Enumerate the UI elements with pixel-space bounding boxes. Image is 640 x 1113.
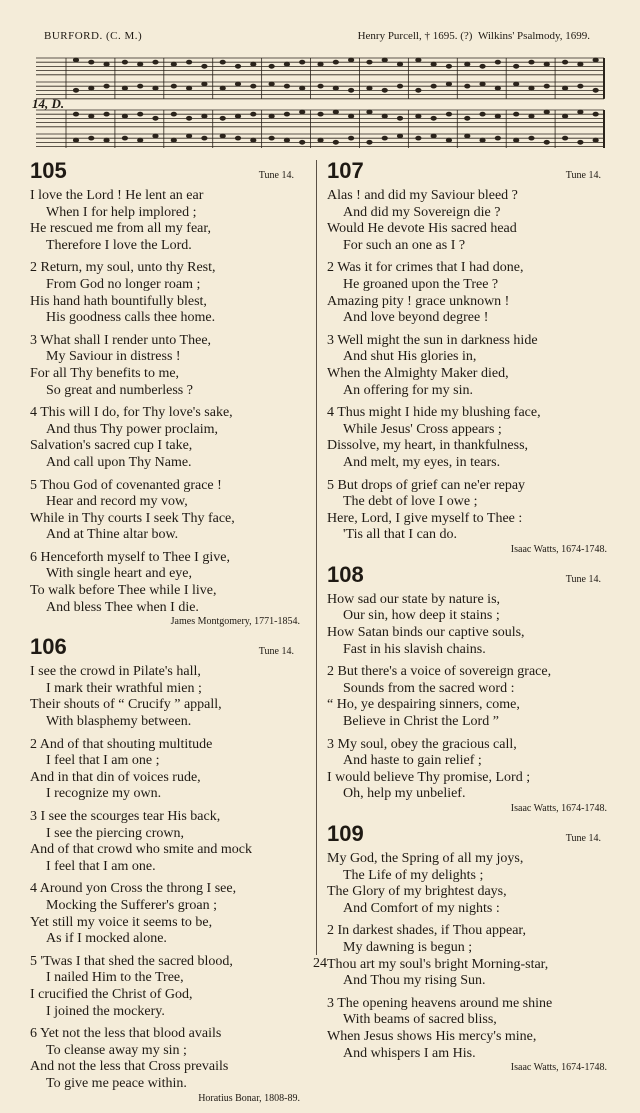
verse-line: 6 Yet not the less that blood avails (30, 1026, 222, 1042)
note-head (416, 58, 421, 62)
note-head (397, 134, 402, 138)
verse-line: 2 But there's a voice of sovereign grace, (327, 664, 552, 680)
note-head (349, 58, 354, 62)
note-head (171, 138, 176, 142)
hymn-author: Isaac Watts, 1674-1748. (510, 1062, 607, 1074)
stanza (30, 260, 306, 326)
verse-line: An offering for my sin. (343, 382, 473, 398)
verse-line: For all Thy benefits to me, (30, 365, 180, 381)
note-head (578, 140, 583, 144)
note-head (446, 82, 451, 86)
verse-line: And melt, my eyes, in tears. (343, 454, 501, 470)
hymn-author: Isaac Watts, 1674-1748. (510, 803, 607, 814)
hymn-number: 108 (327, 561, 364, 587)
note-head (431, 116, 436, 120)
verse-line: And of that crowd who smite and mock (30, 842, 253, 858)
tune-reference: Tune 14. (565, 170, 601, 181)
stanza (327, 592, 613, 658)
note-head (514, 112, 519, 116)
verse-line: And thus Thy power proclaim, (46, 421, 218, 437)
note-head (202, 114, 207, 118)
note-head (416, 136, 421, 140)
note-head (333, 110, 338, 114)
verse-line: When the Almighty Maker died, (327, 365, 509, 381)
note-head (495, 86, 500, 90)
verse-line: To give me peace within. (46, 1075, 187, 1091)
verse-line: Here, Lord, I give myself to Thee : (327, 510, 523, 526)
hymn-header (30, 160, 306, 182)
tune-attribution (358, 30, 590, 42)
note-head (446, 64, 451, 68)
verse-line: I love the Lord ! He lent an ear (30, 188, 204, 203)
note-head (578, 110, 583, 114)
note-head (73, 88, 78, 92)
note-head (318, 62, 323, 66)
verse-line: Mocking the Sufferer's groan ; (46, 897, 218, 913)
note-head (138, 62, 143, 66)
note-head (122, 60, 127, 64)
hymn-106 (30, 636, 306, 1104)
note-head (333, 86, 338, 90)
note-head (269, 64, 274, 68)
verse-line: 3 Well might the sun in darkness hide (327, 332, 538, 348)
stanza (327, 737, 613, 803)
note-head (187, 60, 192, 64)
hymn-108 (327, 561, 613, 815)
note-head (284, 138, 289, 142)
verse-line: 2 Was it for crimes that I had done, (327, 260, 524, 276)
note-head (269, 114, 274, 118)
note-head (202, 136, 207, 140)
stanza (327, 478, 613, 544)
note-head (187, 116, 192, 120)
note-head (269, 82, 274, 86)
hymn-number: 106 (30, 634, 67, 660)
note-head (446, 138, 451, 142)
note-head (349, 114, 354, 118)
verse-line: 2 And of that shouting multitude (30, 736, 213, 752)
note-head (382, 114, 387, 118)
note-head (382, 88, 387, 92)
tune-meter: (C. M.) (105, 30, 143, 42)
note-head (514, 82, 519, 86)
verse-line: His hand hath bountifully blest, (30, 293, 207, 309)
note-head (104, 138, 109, 142)
verse-line: To cleanse away my sin ; (46, 1042, 187, 1058)
verse-line: Alas ! and did my Saviour bleed ? (327, 188, 518, 203)
verse-line: 3 My soul, obey the gracious call, (327, 736, 517, 752)
note-head (397, 116, 402, 120)
note-head (235, 82, 240, 86)
note-head (153, 60, 158, 64)
verse-line: He groaned upon the Tree ? (343, 276, 499, 292)
verse-line: I would believe Thy promise, Lord ; (327, 769, 531, 785)
tune-reference: Tune 14. (565, 573, 601, 585)
verse-line: 2 In darkest shades, if Thou appear, (327, 923, 527, 939)
note-head (284, 62, 289, 66)
column-divider (316, 160, 317, 955)
verse-line: While in Thy courts I seek Thy face, (30, 510, 235, 526)
hymn-header (30, 636, 306, 658)
note-head (187, 86, 192, 90)
stanza (30, 809, 306, 875)
note-head (220, 134, 225, 138)
stanza (30, 478, 306, 544)
note-head (73, 58, 78, 62)
note-head (514, 138, 519, 142)
verse-line: Believe in Christ the Lord ” (343, 714, 499, 730)
note-head (562, 114, 567, 118)
hymn-number: 105 (30, 158, 67, 183)
verse-line: The Life of my delights ; (343, 867, 484, 883)
note-head (300, 110, 305, 114)
stanza (327, 664, 613, 730)
note-head (122, 86, 127, 90)
stanza (327, 333, 613, 399)
note-head (89, 60, 94, 64)
verse-line: Therefore I love the Lord. (46, 237, 192, 253)
stanza (30, 550, 306, 616)
note-head (529, 136, 534, 140)
note-head (153, 116, 158, 120)
note-head (367, 86, 372, 90)
note-head (153, 134, 158, 138)
stanza (327, 851, 613, 917)
hymn-author: Isaac Watts, 1674-1748. (510, 543, 607, 555)
verse-line: 4 This will I do, for Thy love's sake, (30, 405, 233, 421)
note-head (122, 136, 127, 140)
verse-line: When Jesus shows His mercy's mine, (327, 1028, 537, 1044)
verse-line: I feel that I am one ; (46, 753, 160, 769)
verse-line: 5 'Twas I that shed the sacred blood, (30, 953, 233, 969)
note-head (318, 112, 323, 116)
verse-line: Amazing pity ! grace unknown ! (327, 293, 510, 309)
note-head (578, 84, 583, 88)
stanza (30, 881, 306, 947)
note-head (465, 62, 470, 66)
note-head (300, 60, 305, 64)
note-head (367, 60, 372, 64)
verse-line: The Glory of my brightest days, (327, 884, 507, 900)
tune-name: BURFORD. (44, 30, 103, 42)
verse-line: And at Thine altar bow. (46, 527, 179, 543)
note-head (562, 60, 567, 64)
verse-line: Dissolve, my heart, in thankfulness, (327, 438, 529, 454)
note-head (416, 114, 421, 118)
stanza (30, 405, 306, 471)
right-column (327, 160, 613, 1082)
note-head (104, 84, 109, 88)
verse-line: And not the less that Cross prevails (30, 1059, 229, 1075)
note-head (300, 140, 305, 144)
verse-line: Would He devote His sacred head (327, 221, 517, 237)
note-head (431, 62, 436, 66)
verse-line: And shut His glories in, (343, 349, 477, 365)
note-head (251, 62, 256, 66)
note-head (318, 84, 323, 88)
note-head (544, 62, 549, 66)
verse-line: With blasphemy between. (46, 714, 192, 730)
verse-line: 6 Henceforth myself to Thee I give, (30, 549, 230, 565)
verse-line: How Satan binds our captive souls, (327, 625, 525, 641)
verse-line: 5 Thou God of covenanted grace ! (30, 477, 222, 493)
note-head (514, 64, 519, 68)
note-head (284, 112, 289, 116)
note-head (171, 84, 176, 88)
verse-line: While Jesus' Cross appears ; (343, 421, 502, 437)
verse-line: My dawning is begun ; (343, 939, 473, 955)
hymn-header (327, 160, 613, 182)
note-head (122, 114, 127, 118)
note-head (202, 82, 207, 86)
verse-line: I see the piercing crown, (46, 825, 184, 841)
note-head (333, 140, 338, 144)
note-head (465, 116, 470, 120)
note-head (300, 86, 305, 90)
verse-line: 4 Around yon Cross the throng I see, (30, 881, 237, 897)
stanza (327, 260, 613, 326)
note-head (171, 112, 176, 116)
tune-number-label: 14, D. (32, 96, 65, 111)
note-head (480, 112, 485, 116)
verse-line: 4 Thus might I hide my blushing face, (327, 405, 541, 421)
hymn-number: 107 (327, 158, 364, 183)
note-head (251, 138, 256, 142)
verse-line: 2 Return, my soul, unto thy Rest, (30, 260, 216, 276)
note-head (349, 136, 354, 140)
music-score (30, 48, 610, 148)
note-head (382, 136, 387, 140)
verse-line: As if I mocked alone. (46, 931, 167, 947)
note-head (578, 62, 583, 66)
note-head (251, 84, 256, 88)
verse-line: I joined the mockery. (46, 1003, 165, 1019)
note-head (73, 138, 78, 142)
stanza (30, 188, 306, 254)
note-head (431, 84, 436, 88)
note-head (138, 84, 143, 88)
hymn-number: 109 (327, 821, 364, 846)
verse-line: Yet still my voice it seems to be, (30, 914, 213, 930)
verse-line: I recognize my own. (46, 786, 162, 802)
verse-line: I crucified the Christ of God, (30, 986, 193, 1002)
verse-line: With single heart and eye, (46, 566, 192, 582)
note-head (465, 134, 470, 138)
verse-line: And haste to gain relief ; (343, 753, 482, 769)
verse-line: And love beyond degree ! (343, 310, 489, 326)
verse-line: When I for help implored ; (46, 204, 197, 220)
note-head (235, 114, 240, 118)
note-head (367, 110, 372, 114)
verse-line: I feel that I am one. (46, 858, 156, 874)
verse-line: And Comfort of my nights : (343, 900, 500, 916)
note-head (235, 136, 240, 140)
verse-line: For such an one as I ? (343, 237, 466, 253)
note-head (562, 136, 567, 140)
verse-line: He rescued me from all my fear, (30, 221, 211, 237)
tune-composer: Henry Purcell, † 1695. (?) (357, 30, 473, 42)
note-head (138, 112, 143, 116)
note-head (562, 86, 567, 90)
verse-line: Hear and record my vow, (46, 494, 188, 510)
note-head (480, 82, 485, 86)
verse-line: And in that din of voices rude, (30, 769, 201, 785)
note-head (593, 58, 598, 62)
stanza (327, 405, 613, 471)
note-head (138, 138, 143, 142)
note-head (73, 112, 78, 116)
note-head (251, 112, 256, 116)
note-head (480, 138, 485, 142)
stanza (30, 1026, 306, 1092)
note-head (416, 88, 421, 92)
verse-line: 'Tis all that I can do. (343, 527, 457, 543)
verse-line: With beams of sacred bliss, (343, 1012, 497, 1028)
verse-line: I mark their wrathful mien ; (46, 680, 202, 696)
verse-line: And whispers I am His. (343, 1045, 476, 1061)
note-head (593, 138, 598, 142)
page-number: 24 (313, 956, 327, 971)
note-head (349, 88, 354, 92)
verse-line: I see the crowd in Pilate's hall, (30, 664, 201, 680)
verse-line: From God no longer roam ; (46, 276, 201, 292)
verse-line: My Saviour in distress ! (46, 349, 181, 365)
hymn-header (327, 561, 613, 587)
tune-reference: Tune 14. (565, 833, 601, 844)
note-head (220, 60, 225, 64)
verse-line: To walk before Thee while I live, (30, 583, 217, 599)
tune-source: Wilkins' Psalmody, 1699. (477, 30, 590, 42)
tune-reference: Tune 14. (258, 170, 294, 181)
note-head (104, 62, 109, 66)
note-head (104, 112, 109, 116)
verse-line: How sad our state by nature is, (327, 591, 501, 607)
note-head (544, 110, 549, 114)
verse-line: And Thou my rising Sun. (343, 973, 486, 989)
hymn-header (327, 823, 613, 845)
stanza (30, 664, 306, 730)
verse-line: So great and numberless ? (46, 382, 193, 398)
note-head (318, 138, 323, 142)
note-head (529, 114, 534, 118)
note-head (382, 58, 387, 62)
note-head (495, 60, 500, 64)
note-head (89, 136, 94, 140)
note-head (367, 140, 372, 144)
hymn-author: James Montgomery, 1771-1854. (170, 616, 300, 628)
verse-line: 5 But drops of grief can ne'er repay (327, 477, 526, 493)
note-head (431, 134, 436, 138)
note-head (593, 112, 598, 116)
verse-line: 3 What shall I render unto Thee, (30, 332, 212, 348)
note-head (529, 60, 534, 64)
note-head (89, 86, 94, 90)
verse-line: Sounds from the sacred word : (343, 680, 515, 696)
note-head (153, 86, 158, 90)
verse-line: “ Ho, ye despairing sinners, come, (327, 697, 520, 713)
stanza (30, 333, 306, 399)
verse-line: Salvation's sacred cup I take, (30, 438, 193, 454)
hymn-107 (327, 160, 613, 556)
verse-line: 3 I see the scourges tear His back, (30, 809, 221, 824)
verse-line: His goodness calls thee home. (46, 310, 216, 326)
note-head (220, 116, 225, 120)
hymn-author: Horatius Bonar, 1808-89. (198, 1092, 300, 1104)
note-head (495, 136, 500, 140)
hymn-109 (327, 823, 613, 1074)
note-head (397, 62, 402, 66)
note-head (465, 84, 470, 88)
hymn-105 (30, 160, 306, 628)
note-head (544, 140, 549, 144)
stanza (327, 188, 613, 254)
verse-line: Oh, help my unbelief. (343, 786, 466, 802)
note-head (284, 84, 289, 88)
verse-line: I nailed Him to the Tree, (46, 970, 184, 986)
verse-line: Fast in his slavish chains. (343, 641, 486, 657)
stanza (327, 996, 613, 1062)
note-head (202, 64, 207, 68)
verse-line: 3 The opening heavens around me shine (327, 995, 553, 1011)
note-head (529, 86, 534, 90)
note-head (480, 64, 485, 68)
note-head (220, 86, 225, 90)
note-head (397, 84, 402, 88)
tune-name-meter (44, 30, 142, 42)
verse-line: And call upon Thy Name. (46, 454, 192, 470)
verse-line: The debt of love I owe ; (343, 494, 478, 510)
note-head (593, 88, 598, 92)
verse-line: Our sin, how deep it stains ; (343, 608, 500, 624)
note-head (269, 136, 274, 140)
verse-line: Their shouts of “ Crucify ” appall, (30, 697, 222, 713)
note-head (171, 62, 176, 66)
note-head (235, 64, 240, 68)
note-head (333, 60, 338, 64)
stanza (30, 737, 306, 803)
note-head (89, 114, 94, 118)
tune-reference: Tune 14. (258, 646, 294, 658)
verse-line: Thou art my soul's bright Morning-star, (327, 956, 549, 972)
note-head (544, 84, 549, 88)
verse-line: My God, the Spring of all my joys, (327, 851, 524, 866)
note-head (446, 112, 451, 116)
note-head (495, 114, 500, 118)
note-head (187, 134, 192, 138)
verse-line: And did my Sovereign die ? (343, 204, 501, 220)
verse-line: And bless Thee when I die. (46, 599, 199, 615)
